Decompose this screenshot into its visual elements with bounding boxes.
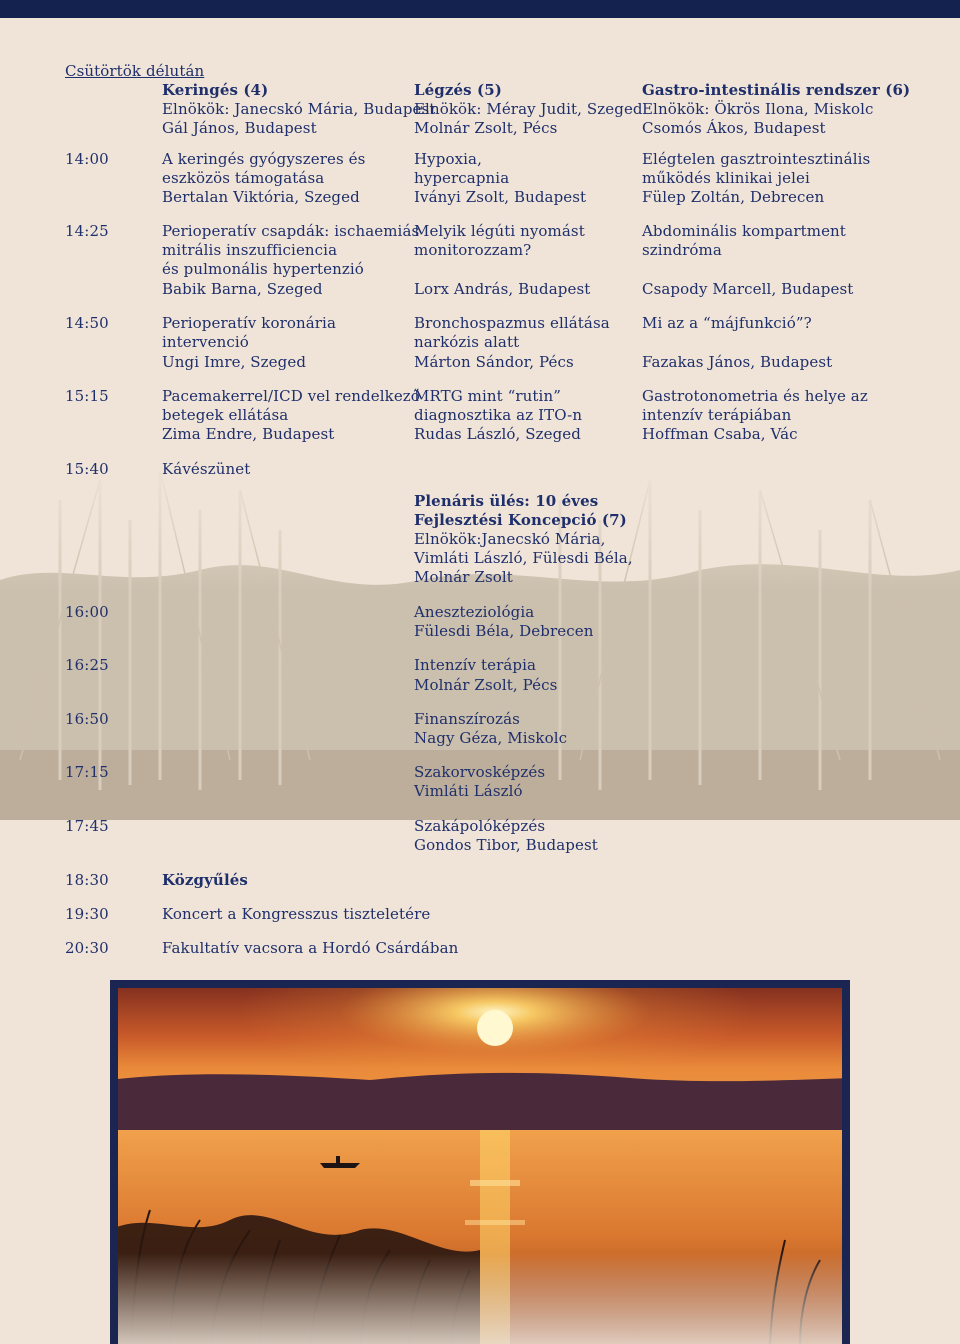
session-chairs: Elnökök:Janecskó Mária, — [414, 530, 606, 548]
speaker: Lorx András, Budapest — [414, 280, 591, 298]
session-chairs: Elnökök: Ökrös Ilona, Miskolc — [642, 100, 874, 118]
session-chairs: Elnökök: Janecskó Mária, Budapest — [162, 100, 436, 118]
time: 14:50 — [65, 314, 109, 332]
talk-line: Finanszírozás — [414, 710, 520, 728]
photo-frame — [842, 980, 850, 1344]
session-title: Keringés (4) — [162, 81, 269, 99]
session-title: Fejlesztési Koncepció (7) — [414, 511, 627, 529]
time: 16:00 — [65, 603, 109, 621]
session-chairs: Csomós Ákos, Budapest — [642, 119, 826, 137]
speaker: Hoffman Csaba, Vác — [642, 425, 798, 443]
general-assembly-label: Közgyűlés — [162, 871, 248, 889]
time: 16:50 — [65, 710, 109, 728]
talk-line: Szakápolóképzés — [414, 817, 546, 835]
speaker: Nagy Géza, Miskolc — [414, 729, 568, 747]
coffee-break-label: Kávészünet — [162, 460, 251, 478]
photo-frame — [110, 980, 850, 988]
talk-line: szindróma — [642, 241, 722, 259]
talk-line: MRTG mint “rutin” — [414, 387, 561, 405]
talk-line: A keringés gyógyszeres és — [162, 150, 366, 168]
talk-line: Melyik légúti nyomást — [414, 222, 585, 240]
talk-line: narkózis alatt — [414, 333, 520, 351]
talk-line: hypercapnia — [414, 169, 510, 187]
talk-line: mitrális inszufficiencia — [162, 241, 338, 259]
talk-line: Gastrotonometria és helye az — [642, 387, 868, 405]
time: 15:40 — [65, 460, 109, 478]
time: 14:00 — [65, 150, 109, 168]
speaker: Ungi Imre, Szeged — [162, 353, 307, 371]
session-chairs: Molnár Zsolt — [414, 568, 513, 586]
time: 16:25 — [65, 656, 109, 674]
speaker: Rudas László, Szeged — [414, 425, 581, 443]
photo-frame — [110, 980, 118, 1344]
time: 17:45 — [65, 817, 109, 835]
talk-line: Intenzív terápia — [414, 656, 537, 674]
speaker: Molnár Zsolt, Pécs — [414, 676, 558, 694]
talk-line: Aneszteziológia — [414, 603, 535, 621]
talk-line: Perioperatív csapdák: ischaemiás — [162, 222, 420, 240]
talk-line: működés klinikai jelei — [642, 169, 810, 187]
time: 17:15 — [65, 763, 109, 781]
time: 19:30 — [65, 905, 109, 923]
talk-line: intervenció — [162, 333, 249, 351]
speaker: Bertalan Viktória, Szeged — [162, 188, 360, 206]
talk-line: betegek ellátása — [162, 406, 289, 424]
time: 20:30 — [65, 939, 109, 957]
talk-line: és pulmonális hypertenzió — [162, 260, 364, 278]
session-title: Gastro-intestinális rendszer (6) — [642, 81, 911, 99]
speaker: Márton Sándor, Pécs — [414, 353, 574, 371]
concert-label: Koncert a Kongresszus tiszteletére — [162, 905, 431, 923]
speaker: Iványi Zsolt, Budapest — [414, 188, 587, 206]
talk-line: Szakorvosképzés — [414, 763, 546, 781]
section-heading: Csütörtök délután — [65, 62, 205, 80]
talk-line: Bronchospazmus ellátása — [414, 314, 610, 332]
time: 18:30 — [65, 871, 109, 889]
top-bar — [0, 0, 960, 18]
talk-line: monitorozzam? — [414, 241, 532, 259]
session-title: Légzés (5) — [414, 81, 502, 99]
talk-line: Perioperatív koronária — [162, 314, 336, 332]
speaker: Fazakas János, Budapest — [642, 353, 833, 371]
talk-line: eszközös támogatása — [162, 169, 325, 187]
speaker: Babik Barna, Szeged — [162, 280, 323, 298]
sunset-photo — [110, 980, 850, 1344]
speaker: Csapody Marcell, Budapest — [642, 280, 854, 298]
speaker: Fülep Zoltán, Debrecen — [642, 188, 825, 206]
time: 14:25 — [65, 222, 109, 240]
talk-line: Hypoxia, — [414, 150, 482, 168]
speaker: Zima Endre, Budapest — [162, 425, 335, 443]
dinner-label: Fakultatív vacsora a Hordó Csárdában — [162, 939, 459, 957]
session-chairs: Gál János, Budapest — [162, 119, 317, 137]
talk-line: Pacemakerrel/ICD vel rendelkező — [162, 387, 420, 405]
talk-line: intenzív terápiában — [642, 406, 792, 424]
session-title: Plenáris ülés: 10 éves — [414, 492, 599, 510]
session-chairs: Elnökök: Méray Judit, Szeged — [414, 100, 643, 118]
speaker: Fülesdi Béla, Debrecen — [414, 622, 594, 640]
speaker: Vimláti László — [414, 782, 523, 800]
talk-line: Mi az a “májfunkció”? — [642, 314, 812, 332]
time: 15:15 — [65, 387, 109, 405]
talk-line: Abdominális kompartment — [642, 222, 846, 240]
talk-line: Elégtelen gasztrointesztinális — [642, 150, 871, 168]
speaker: Gondos Tibor, Budapest — [414, 836, 598, 854]
session-chairs: Molnár Zsolt, Pécs — [414, 119, 558, 137]
session-chairs: Vimláti László, Fülesdi Béla, — [414, 549, 633, 567]
talk-line: diagnosztika az ITO-n — [414, 406, 583, 424]
